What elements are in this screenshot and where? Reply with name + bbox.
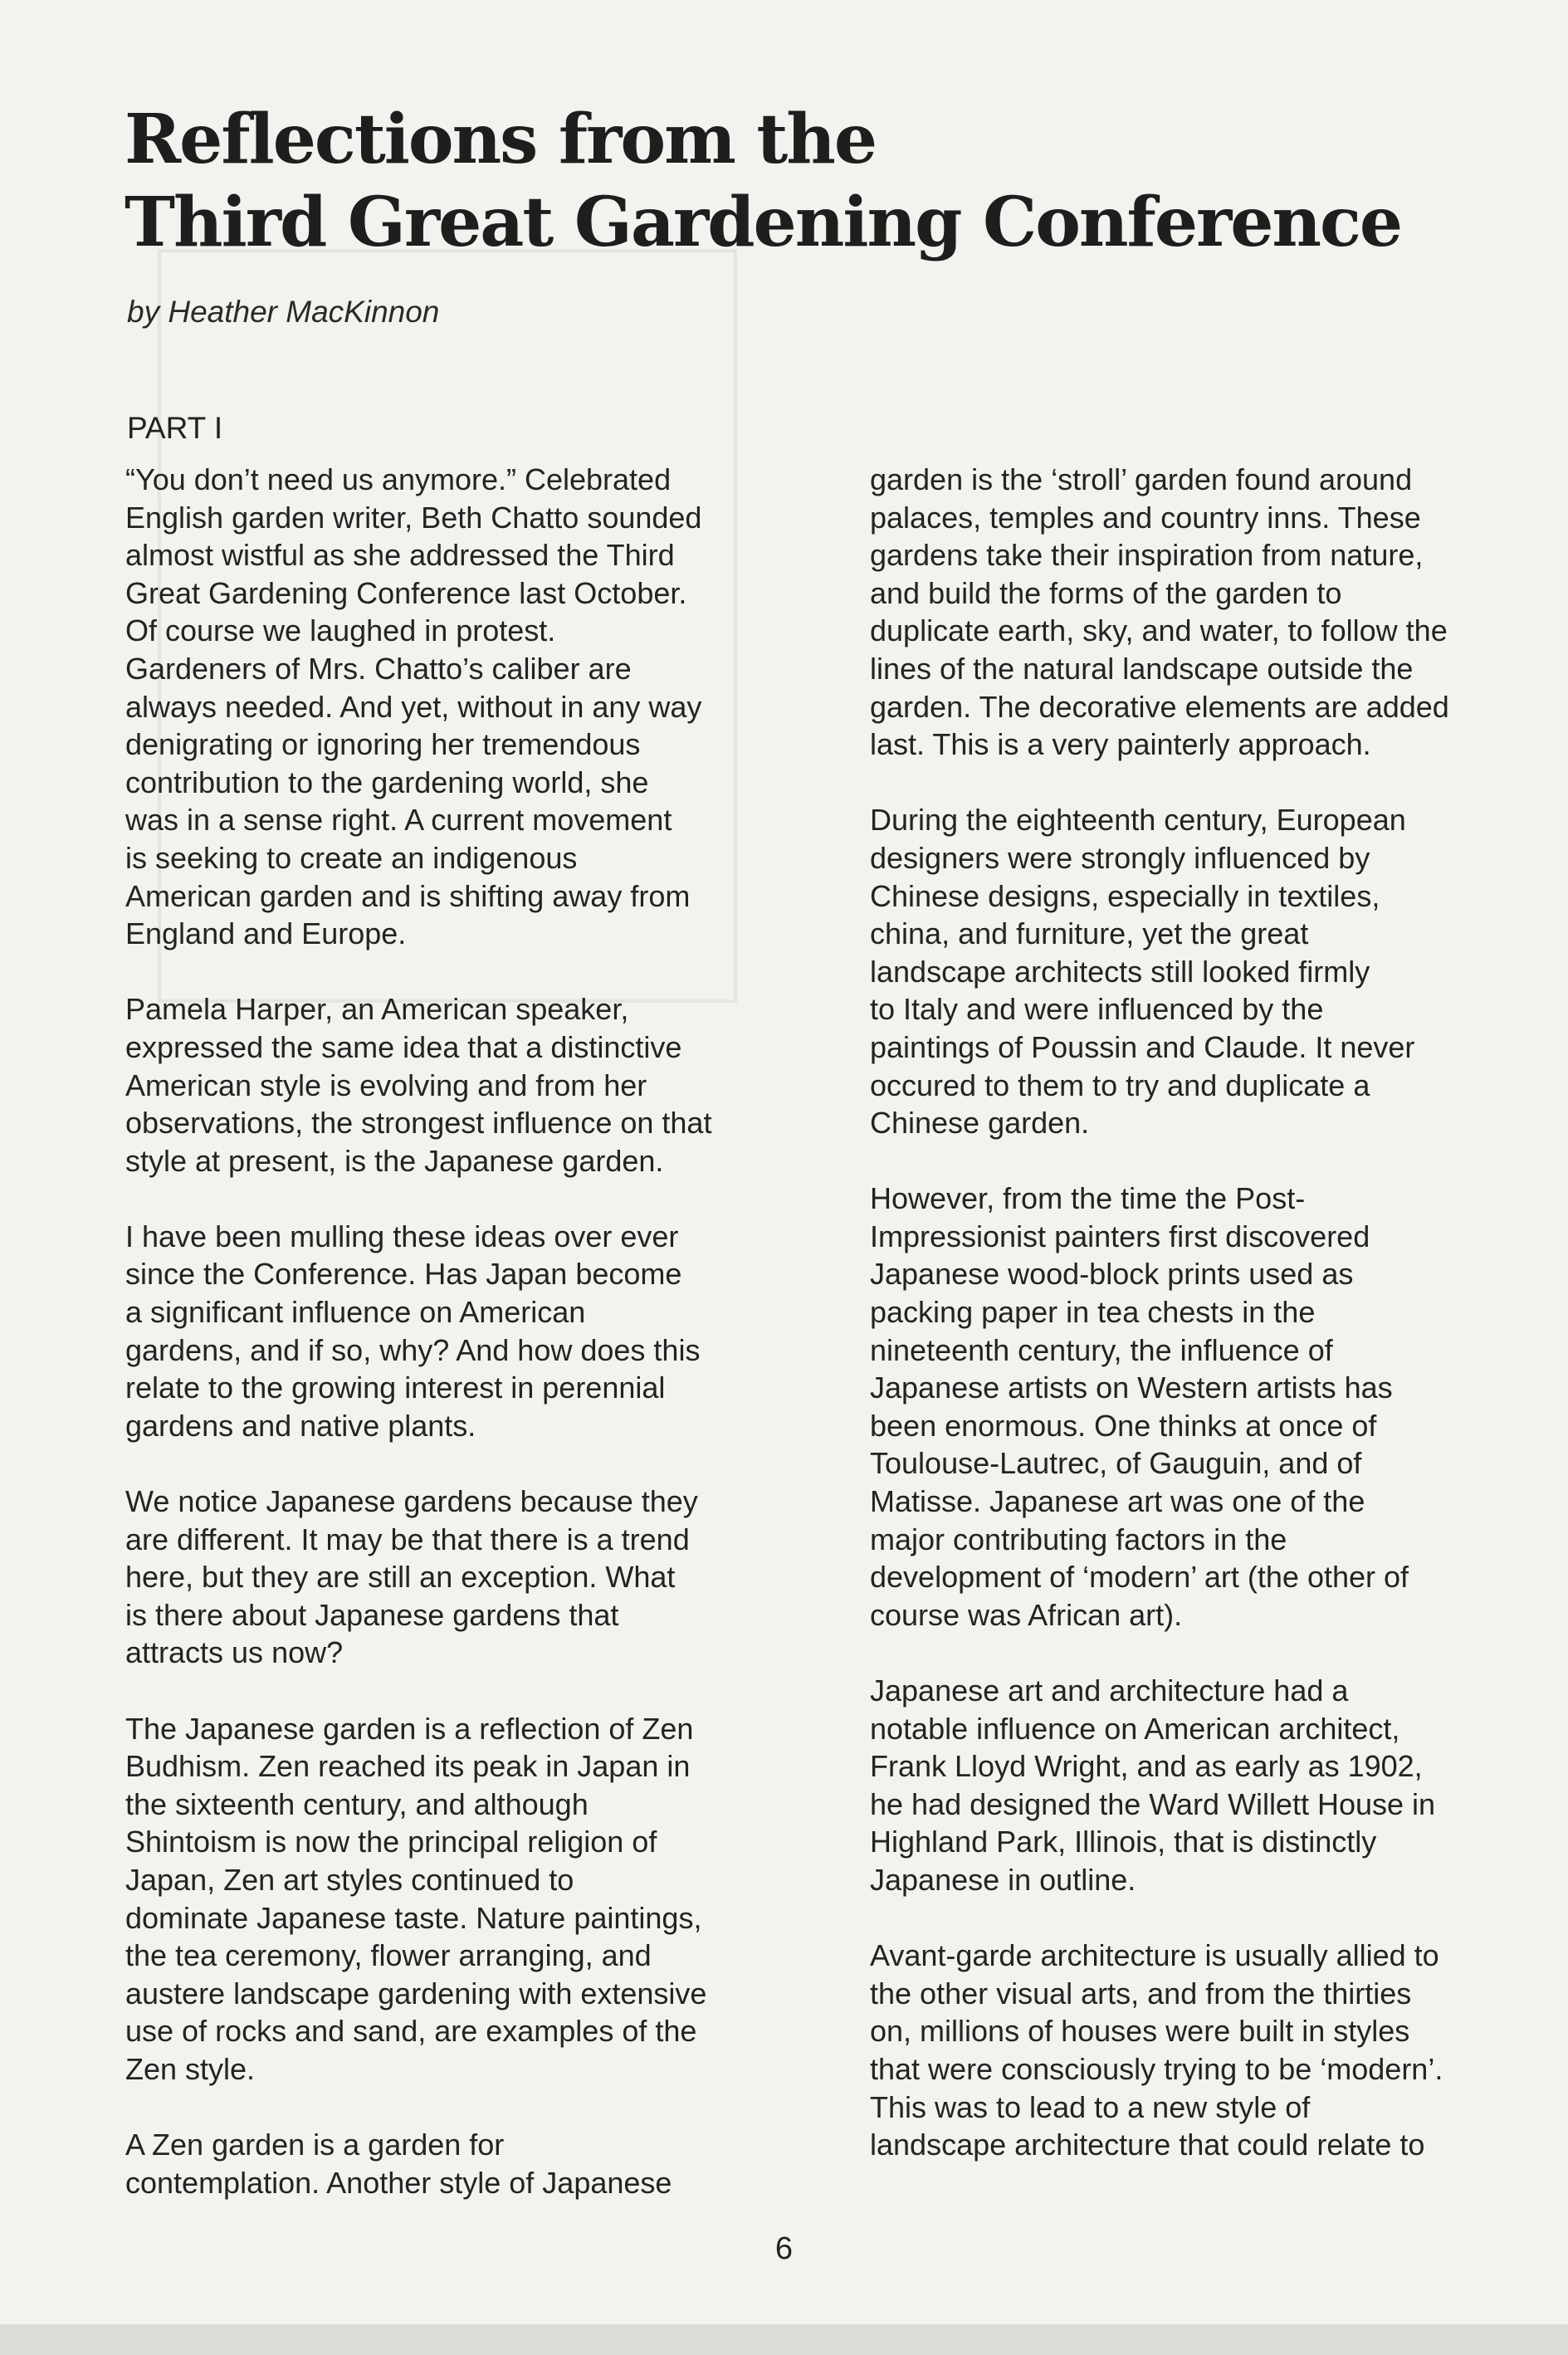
- text-line: that were consciously trying to be ‘modern’.: [870, 2051, 1443, 2086]
- text-line: on, millions of houses were built in styles: [870, 2014, 1410, 2049]
- part-heading: PART I: [127, 411, 223, 445]
- text-line: and build the forms of the garden to: [870, 575, 1342, 610]
- text-line: notable influence on American architect,: [870, 1711, 1400, 1746]
- text-line: Gardeners of Mrs. Chatto’s caliber are: [125, 651, 632, 686]
- text-line: observations, the strongest influence on that: [125, 1106, 712, 1141]
- title-line-1: Reflections from the: [125, 100, 877, 179]
- text-line: palaces, temples and country inns. These: [870, 500, 1421, 535]
- page-number: 6: [774, 2231, 794, 2266]
- text-line: Zen style.: [125, 2051, 256, 2086]
- paragraph: [125, 461, 789, 953]
- paragraph: [125, 1218, 789, 1445]
- text-line: development of ‘modern’ art (the other of: [870, 1560, 1409, 1595]
- paragraph: [125, 2126, 789, 2201]
- text-line: Impressionist painters first discovered: [870, 1219, 1370, 1253]
- article-title: [125, 98, 1419, 264]
- text-line: English garden writer, Beth Chatto sounded: [125, 500, 702, 535]
- text-line: the tea ceremony, flower arranging, and: [125, 1938, 652, 1973]
- text-line: gardens take their inspiration from nature,: [870, 538, 1424, 573]
- text-line: designers were strongly influenced by: [870, 840, 1370, 875]
- text-line: landscape architecture that could relate to: [870, 2128, 1425, 2162]
- text-line: Avant-garde architecture is usually allied to: [870, 1938, 1439, 1973]
- text-line: the other visual arts, and from the thirties: [870, 1976, 1412, 2011]
- title-line-2: Third Great Gardening Conference: [125, 183, 1402, 262]
- text-line: Pamela Harper, an American speaker,: [125, 992, 629, 1027]
- text-line: dominate Japanese taste. Nature paintings,: [125, 1900, 702, 1935]
- text-line: nineteenth century, the influence of: [870, 1332, 1333, 1367]
- text-line: was in a sense right. A current movement: [125, 803, 672, 838]
- text-line: Of course we laughed in protest.: [125, 613, 556, 648]
- text-line: to Italy and were influenced by the: [870, 992, 1324, 1027]
- text-line: American garden and is shifting away from: [125, 878, 691, 913]
- text-line: style at present, is the Japanese garden.: [125, 1143, 664, 1178]
- text-line: course was African art).: [870, 1597, 1183, 1632]
- author-byline: by Heather MacKinnon: [127, 295, 440, 329]
- text-line: austere landscape gardening with extensive: [125, 1976, 707, 2011]
- paragraph: [125, 1710, 789, 2089]
- text-line: major contributing factors in the: [870, 1522, 1287, 1556]
- text-line: I have been mulling these ideas over ever: [125, 1219, 679, 1253]
- text-line: been enormous. One thinks at once of: [870, 1408, 1377, 1443]
- text-line: here, but they are still an exception. What: [125, 1560, 676, 1595]
- text-line: Chinese garden.: [870, 1106, 1090, 1141]
- text-line: gardens, and if so, why? And how does this: [125, 1332, 701, 1367]
- text-line: Budhism. Zen reached its peak in Japan in: [125, 1749, 691, 1784]
- paragraph: [870, 1672, 1534, 1899]
- text-line: American style is evolving and from her: [125, 1068, 647, 1102]
- text-line: lines of the natural landscape outside the: [870, 651, 1414, 686]
- text-line: he had designed the Ward Willett House in: [870, 1786, 1436, 1821]
- text-line: This was to lead to a new style of: [870, 2089, 1311, 2124]
- text-line: occured to them to try and duplicate a: [870, 1068, 1370, 1102]
- text-line: Japanese in outline.: [870, 1862, 1136, 1897]
- text-line: Japanese artists on Western artists has: [870, 1370, 1393, 1405]
- text-line: “You don’t need us anymore.” Celebrated: [125, 462, 672, 496]
- text-line: china, and furniture, yet the great: [870, 916, 1309, 951]
- paragraph: [870, 1180, 1534, 1634]
- text-line: Japan, Zen art styles continued to: [125, 1862, 574, 1897]
- left-column: [125, 461, 789, 2240]
- text-line: The Japanese garden is a reflection of Zen: [125, 1711, 694, 1746]
- text-line: Japanese art and architecture had a: [870, 1673, 1349, 1708]
- text-line: last. This is a very painterly approach.: [870, 727, 1371, 762]
- text-line: attracts us now?: [125, 1635, 344, 1670]
- text-line: duplicate earth, sky, and water, to follow the: [870, 613, 1448, 648]
- text-line: is there about Japanese gardens that: [125, 1597, 619, 1632]
- text-line: gardens and native plants.: [125, 1408, 476, 1443]
- text-line: garden. The decorative elements are added: [870, 689, 1449, 724]
- text-line: always needed. And yet, without in any way: [125, 689, 702, 724]
- text-line: Toulouse-Lautrec, of Gauguin, and of: [870, 1446, 1362, 1481]
- text-line: Matisse. Japanese art was one of the: [870, 1484, 1365, 1519]
- text-line: a significant influence on American: [125, 1295, 586, 1330]
- text-line: use of rocks and sand, are examples of the: [125, 2014, 697, 2049]
- text-line: garden is the ‘stroll’ garden found around: [870, 462, 1413, 496]
- text-line: packing paper in tea chests in the: [870, 1295, 1316, 1330]
- text-line: relate to the growing interest in perennial: [125, 1370, 666, 1405]
- text-line: Japanese wood-block prints used as: [870, 1257, 1354, 1292]
- text-line: Chinese designs, especially in textiles,: [870, 878, 1380, 913]
- text-line: are different. It may be that there is a trend: [125, 1522, 690, 1556]
- right-column: [870, 461, 1534, 2201]
- text-line: expressed the same idea that a distinctive: [125, 1029, 682, 1064]
- paragraph: [870, 801, 1534, 1141]
- text-line: During the eighteenth century, European: [870, 803, 1406, 838]
- paragraph: [870, 1937, 1534, 2164]
- text-line: landscape architects still looked firmly: [870, 954, 1370, 989]
- text-line: is seeking to create an indigenous: [125, 840, 578, 875]
- paragraph: [870, 461, 1534, 764]
- text-line: We notice Japanese gardens because they: [125, 1484, 698, 1519]
- text-line: England and Europe.: [125, 916, 407, 951]
- text-line: denigrating or ignoring her tremendous: [125, 727, 641, 762]
- page-bottom-edge: [0, 2324, 1568, 2355]
- text-line: almost wistful as she addressed the Third: [125, 538, 675, 573]
- text-line: paintings of Poussin and Claude. It never: [870, 1029, 1415, 1064]
- text-line: since the Conference. Has Japan become: [125, 1257, 682, 1292]
- text-line: the sixteenth century, and although: [125, 1786, 589, 1821]
- text-line: contribution to the gardening world, she: [125, 765, 649, 799]
- text-line: Frank Lloyd Wright, and as early as 1902,: [870, 1749, 1423, 1784]
- text-line: Shintoism is now the principal religion of: [125, 1825, 657, 1859]
- text-line: A Zen garden is a garden for: [125, 2128, 505, 2162]
- text-line: contemplation. Another style of Japanese: [125, 2165, 672, 2200]
- text-line: Highland Park, Illinois, that is distinctly: [870, 1825, 1377, 1859]
- paragraph: [125, 1483, 789, 1672]
- text-line: However, from the time the Post-: [870, 1181, 1306, 1216]
- text-line: Great Gardening Conference last October.: [125, 575, 687, 610]
- paragraph: [125, 990, 789, 1180]
